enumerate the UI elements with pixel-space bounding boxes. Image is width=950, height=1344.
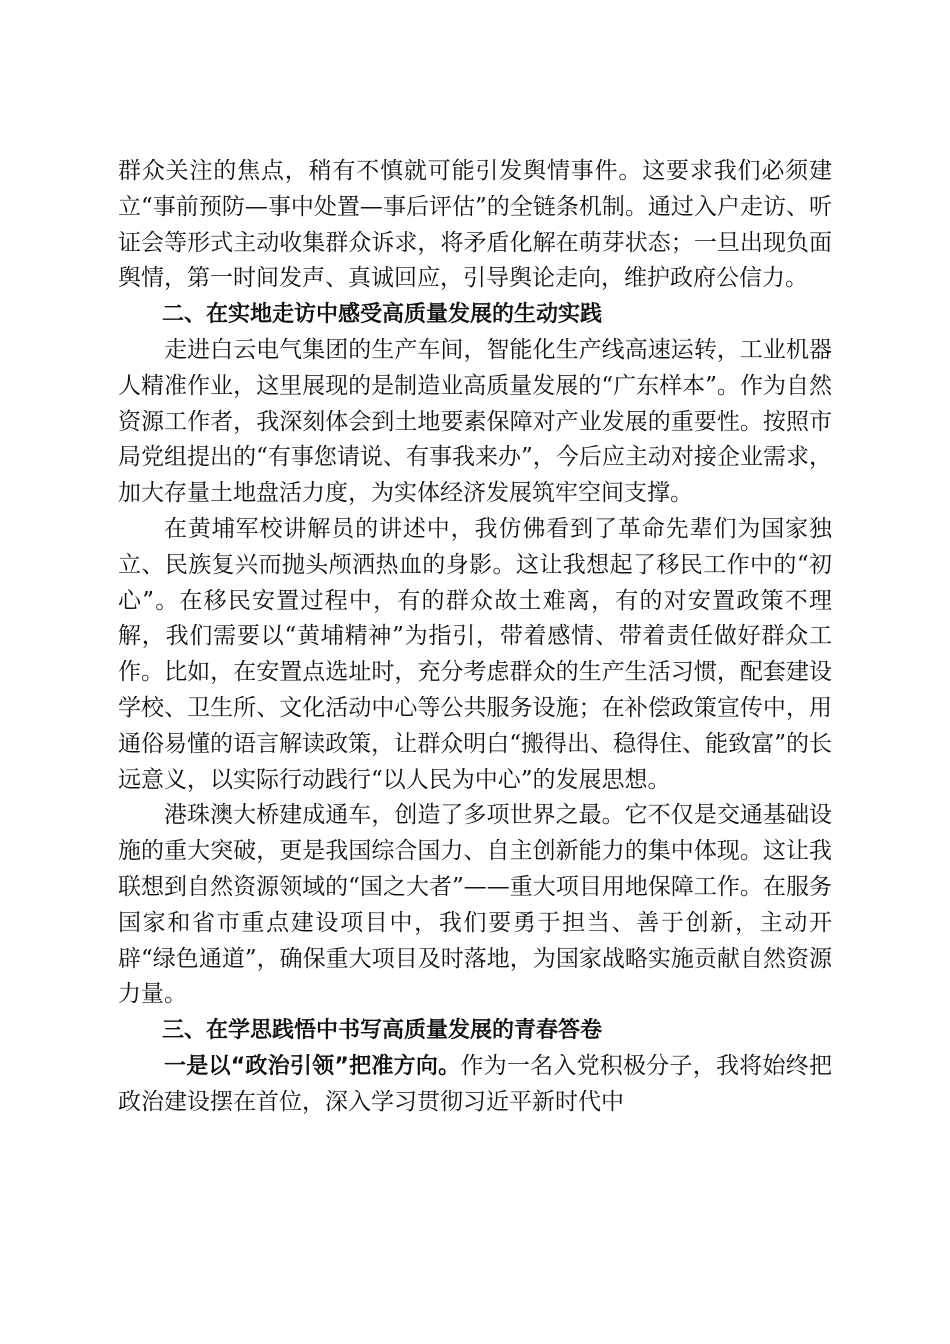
paragraph-lead-phrase: 一是以“政治引领”把准方向。 — [164, 1053, 461, 1079]
paragraph-body-text: 作为一名入党积极分子，我将始终把政治建设摆在首位，深入学习贯彻习近平新时代中 — [118, 1052, 833, 1115]
paragraph-continuation: 群众关注的焦点，稍有不慎就可能引发舆情事件。这要求我们必须建立“事前预防—事中处置—事后评估”的全链条机制。通过入户走访、听证会等形式主动收集群众诉求，将矛盾化解在萌芽状态；一旦出现负面舆情，第一时间发声、真诚回应，引导舆论走向，维护政府公信力。 — [118, 158, 832, 292]
section-heading-2: 二、在实地走访中感受高质量发展的生动实践 — [162, 302, 603, 328]
paragraph-baiyun-electric: 走进白云电气集团的生产车间，智能化生产线高速运转，工业机器人精准作业，这里展现的是制造业高质量发展的“广东样本”。作为自然资源工作者，我深刻体会到土地要素保障对产业发展的重要性。按照市局党组提出的“有事您请说、有事我来办”，今后应主动对接企业需求，加大存量土地盘活力度，为实体经济发展筑牢空间支撑。 — [118, 336, 832, 507]
section-heading-3: 三、在学思践悟中书写高质量发展的青春答卷 — [162, 1018, 603, 1044]
paragraph-political-leadership — [118, 1049, 832, 1121]
document-page — [118, 154, 832, 1121]
paragraph-whampoa-academy: 在黄埔军校讲解员的讲述中，我仿佛看到了革命先辈们为国家独立、民族复兴而抛头颅洒热血的身影。这让我想起了移民工作中的“初心”。在移民安置过程中，有的群众故土难离，有的对安置政策不理解，我们需要以“黄埔精神”为指引，带着感情、带着责任做好群众工作。比如，在安置点选址时，充分考虑群众的生产生活习惯，配套建设学校、卫生所、文化活动中心等公共服务设施；在补偿政策宣传中，用通俗易懂的语言解读政策，让群众明白“搬得出、稳得住、能致富”的长远意义，以实际行动践行“以人民为中心”的发展思想。 — [118, 515, 832, 793]
paragraph-hzmb-bridge: 港珠澳大桥建成通车，创造了多项世界之最。它不仅是交通基础设施的重大突破，更是我国综合国力、自主创新能力的集中体现。这让我联想到自然资源领域的“国之大者”——重大项目用地保障工作。在服务国家和省市重点建设项目中，我们要勇于担当、善于创新，主动开辟“绿色通道”，确保重大项目及时落地，为国家战略实施贡献自然资源力量。 — [118, 802, 832, 1008]
